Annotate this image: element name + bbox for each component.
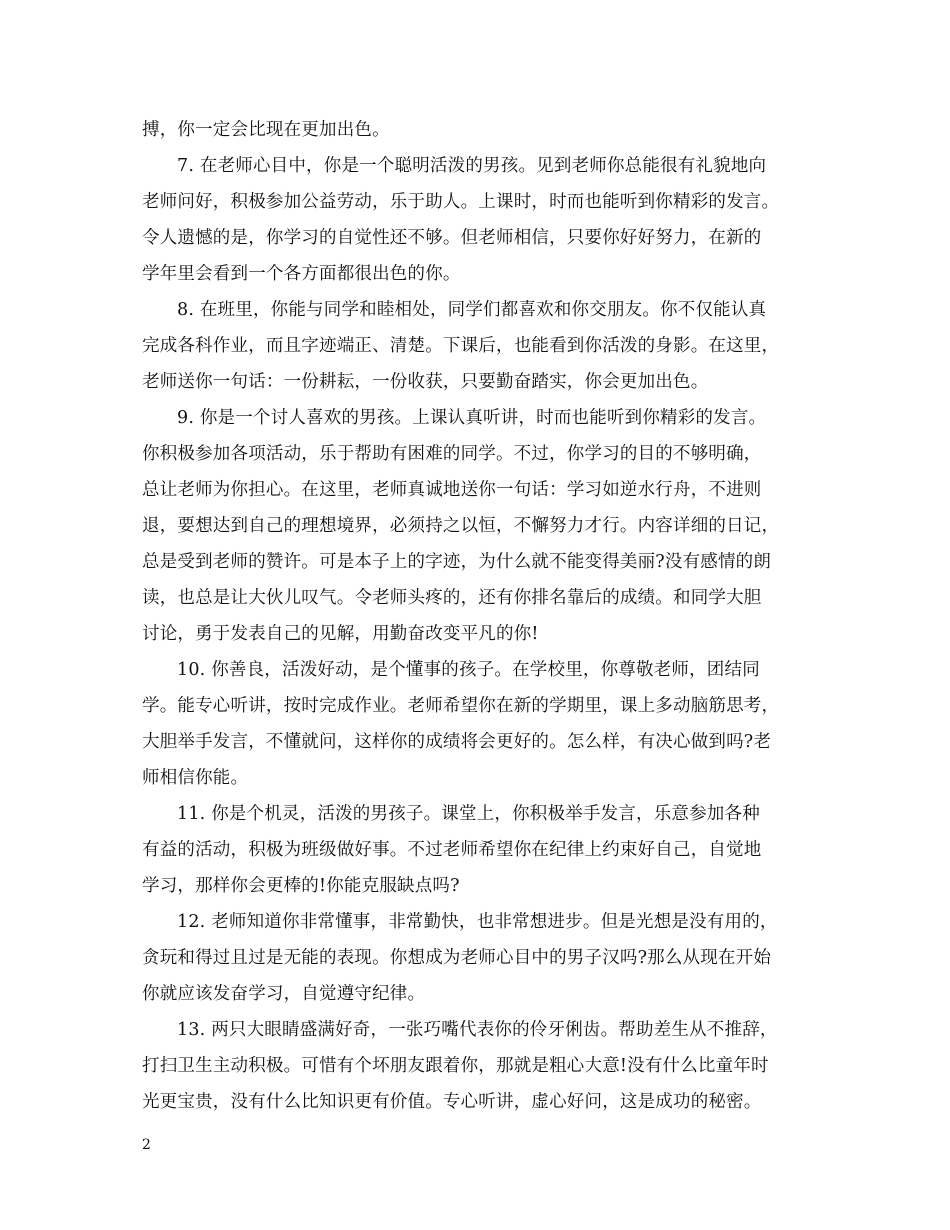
text-line: 学习，那样你会更棒的!你能克服缺点吗? — [142, 876, 460, 896]
text-line: 师相信你能。 — [142, 768, 249, 788]
paragraph — [142, 796, 822, 904]
text-line: 12. 老师知道你非常懂事，非常勤快，也非常想进步。但是光想是没有用的， — [177, 912, 778, 932]
text-line: 退，要想达到自己的理想境界，必须持之以恒，不懈努力才行。内容详细的日记， — [142, 516, 780, 536]
document-body — [142, 112, 822, 1120]
text-line: 老师问好，积极参加公益劳动，乐于助人。上课时，时而也能听到你精彩的发言。 — [142, 192, 780, 212]
paragraph — [142, 292, 822, 400]
text-line: 11. 你是个机灵，活泼的男孩子。课堂上，你积极举手发言，乐意参加各种 — [177, 804, 760, 824]
text-line: 有益的活动，积极为班级做好事。不过老师希望你在纪律上约束好自己，自觉地 — [142, 840, 762, 860]
text-line: 10. 你善良，活泼好动，是个懂事的孩子。在学校里，你尊敬老师，团结同 — [177, 660, 760, 680]
text-line: 令人遗憾的是，你学习的自觉性还不够。但老师相信，只要你好好努力，在新的 — [142, 228, 762, 248]
text-line: 8. 在班里，你能与同学和睦相处，同学们都喜欢和你交朋友。你不仅能认真 — [177, 300, 767, 320]
text-line: 你积极参加各项活动，乐于帮助有困难的同学。不过，你学习的目的不够明确， — [142, 444, 762, 464]
text-line: 大胆举手发言，不懂就问，这样你的成绩将会更好的。怎么样，有决心做到吗?老 — [142, 732, 772, 752]
text-line: 完成各科作业，而且字迹端正、清楚。下课后，也能看到你活泼的身影。在这里， — [142, 336, 780, 356]
text-line: 光更宝贵，没有什么比知识更有价值。专心听讲，虚心好问，这是成功的秘密。 — [142, 1092, 762, 1112]
text-line: 你就应该发奋学习，自觉遵守纪律。 — [142, 984, 426, 1004]
text-line: 学年里会看到一个各方面都很出色的你。 — [142, 264, 461, 284]
text-line: 9. 你是一个讨人喜欢的男孩。上课认真听讲，时而也能听到你精彩的发言。 — [177, 408, 767, 428]
paragraph — [142, 1012, 822, 1120]
text-line: 读，也总是让大伙儿叹气。令老师头疼的，还有你排名靠后的成绩。和同学大胆 — [142, 588, 762, 608]
text-line: 学。能专心听讲，按时完成作业。老师希望你在新的学期里，课上多动脑筋思考， — [142, 696, 780, 716]
paragraph — [142, 112, 822, 148]
text-line: 总是受到老师的赞许。可是本子上的字迹，为什么就不能变得美丽?没有感情的朗 — [142, 552, 772, 572]
text-line: 贪玩和得过且过是无能的表现。你想成为老师心目中的男子汉吗?那么从现在开始 — [142, 948, 772, 968]
paragraph — [142, 148, 822, 292]
text-line: 7. 在老师心目中，你是一个聪明活泼的男孩。见到老师你总能很有礼貌地向 — [177, 156, 767, 176]
paragraph — [142, 904, 822, 1012]
text-line: 总让老师为你担心。在这里，老师真诚地送你一句话：学习如逆水行舟，不进则 — [142, 480, 762, 500]
paragraph — [142, 400, 822, 652]
text-line: 讨论，勇于发表自己的见解，用勤奋改变平凡的你! — [142, 624, 539, 644]
paragraph — [142, 652, 822, 796]
text-line: 老师送你一句话：一份耕耘，一份收获，只要勤奋踏实，你会更加出色。 — [142, 372, 709, 392]
text-line: 搏，你一定会比现在更加出色。 — [142, 120, 390, 140]
page-number: 2 — [142, 1137, 151, 1153]
text-line: 打扫卫生主动积极。可惜有个坏朋友跟着你，那就是粗心大意!没有什么比童年时 — [142, 1056, 769, 1076]
text-line: 13. 两只大眼睛盛满好奇，一张巧嘴代表你的伶牙俐齿。帮助差生从不推辞， — [177, 1020, 778, 1040]
